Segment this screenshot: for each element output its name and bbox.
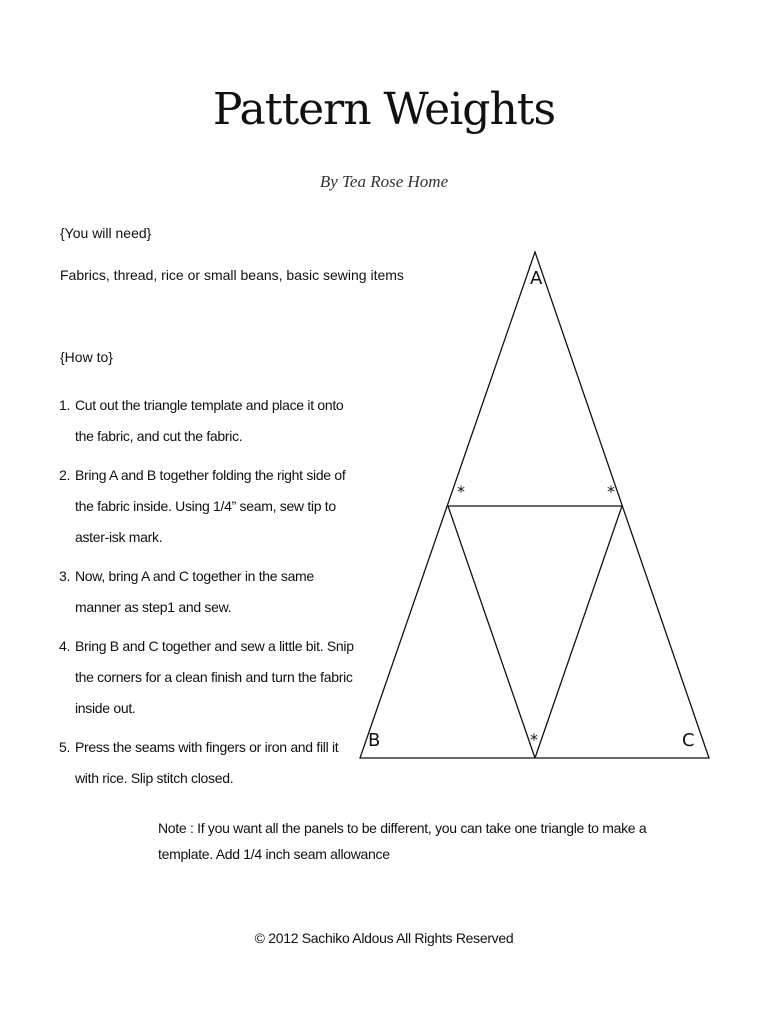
step-number: 5. bbox=[59, 739, 71, 755]
you-will-need-heading: {You will need} bbox=[60, 225, 152, 241]
asterisk-mark-left: * bbox=[457, 482, 465, 501]
vertex-label-c: C bbox=[682, 730, 695, 751]
asterisk-mark-right: * bbox=[607, 482, 615, 501]
asterisk-mark-bottom: * bbox=[530, 730, 538, 749]
fold-line-left bbox=[448, 506, 535, 758]
page-title: Pattern Weights bbox=[212, 84, 556, 135]
note-text: Note : If you want all the panels to be different, you can take one triangle to make a template. Add 1/4 inch seam allowance bbox=[158, 820, 647, 862]
step-number: 1. bbox=[59, 397, 71, 413]
step-text: Bring A and B together folding the right side of the fabric inside. Using 1/4” seam, sew tip to aster-isk mark. bbox=[75, 467, 346, 545]
vertex-label-b: B bbox=[368, 730, 381, 751]
step-text: Bring B and C together and sew a little bit. Snip the corners for a clean finish and turn the fabric inside out. bbox=[75, 638, 354, 716]
vertex-label-a: A bbox=[530, 268, 543, 289]
step-number: 4. bbox=[59, 638, 71, 654]
copyright-notice: © 2012 Sachiko Aldous All Rights Reserved bbox=[254, 930, 514, 946]
step-number: 2. bbox=[59, 467, 71, 483]
outer-triangle bbox=[360, 252, 709, 758]
how-to-heading: {How to} bbox=[60, 349, 113, 365]
step-number: 3. bbox=[59, 568, 71, 584]
step-text: Press the seams with fingers or iron and fill it with rice. Slip stitch closed. bbox=[75, 739, 339, 786]
step-text: Now, bring A and C together in the same manner as step1 and sew. bbox=[75, 568, 314, 615]
step-text: Cut out the triangle template and place it onto the fabric, and cut the fabric. bbox=[75, 397, 344, 444]
supplies-list: Fabrics, thread, rice or small beans, basic sewing items bbox=[60, 267, 404, 283]
byline: By Tea Rose Home bbox=[319, 172, 449, 191]
fold-line-right bbox=[535, 506, 622, 758]
